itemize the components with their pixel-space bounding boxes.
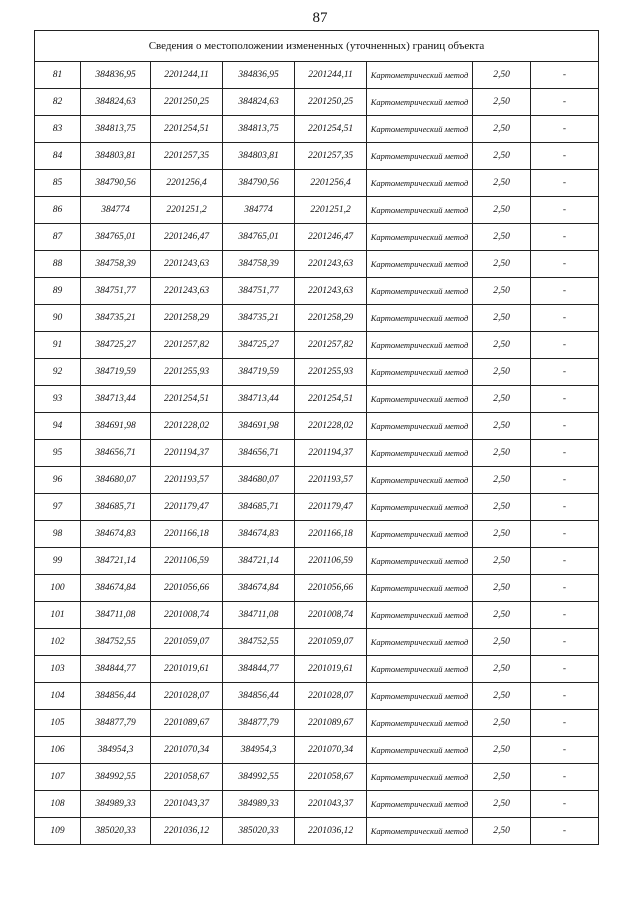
existing-y-cell: 2201244,11 (151, 62, 223, 89)
new-y-cell: 2201070,34 (295, 737, 367, 764)
method-cell: Картометрический метод (367, 818, 473, 845)
new-y-cell: 2201166,18 (295, 521, 367, 548)
coordinates-table (34, 30, 599, 845)
description-cell: - (531, 494, 599, 521)
new-y-cell: 2201193,57 (295, 467, 367, 494)
existing-y-cell: 2201179,47 (151, 494, 223, 521)
method-cell: Картометрический метод (367, 413, 473, 440)
new-x-cell: 384685,71 (223, 494, 295, 521)
accuracy-cell: 2,50 (473, 818, 531, 845)
point-number-cell: 107 (35, 764, 81, 791)
table-row (35, 764, 599, 791)
new-y-cell: 2201036,12 (295, 818, 367, 845)
new-x-cell: 384992,55 (223, 764, 295, 791)
accuracy-cell: 2,50 (473, 791, 531, 818)
existing-y-cell: 2201254,51 (151, 386, 223, 413)
table-row (35, 359, 599, 386)
accuracy-cell: 2,50 (473, 116, 531, 143)
table-row (35, 656, 599, 683)
new-x-cell: 384751,77 (223, 278, 295, 305)
method-cell: Картометрический метод (367, 278, 473, 305)
new-x-cell: 384836,95 (223, 62, 295, 89)
existing-x-cell: 384713,44 (81, 386, 151, 413)
point-number-cell: 104 (35, 683, 81, 710)
point-number-cell: 86 (35, 197, 81, 224)
existing-y-cell: 2201258,29 (151, 305, 223, 332)
point-number-cell: 92 (35, 359, 81, 386)
accuracy-cell: 2,50 (473, 683, 531, 710)
new-y-cell: 2201059,07 (295, 629, 367, 656)
description-cell: - (531, 89, 599, 116)
new-y-cell: 2201257,82 (295, 332, 367, 359)
existing-y-cell: 2201058,67 (151, 764, 223, 791)
new-y-cell: 2201179,47 (295, 494, 367, 521)
existing-x-cell: 384711,08 (81, 602, 151, 629)
accuracy-cell: 2,50 (473, 332, 531, 359)
description-cell: - (531, 737, 599, 764)
point-number-cell: 108 (35, 791, 81, 818)
description-cell: - (531, 629, 599, 656)
description-cell: - (531, 710, 599, 737)
table-row (35, 791, 599, 818)
existing-x-cell: 384954,3 (81, 737, 151, 764)
description-cell: - (531, 413, 599, 440)
new-y-cell: 2201028,07 (295, 683, 367, 710)
description-cell: - (531, 332, 599, 359)
table-row (35, 467, 599, 494)
existing-x-cell: 384803,81 (81, 143, 151, 170)
table-row (35, 521, 599, 548)
method-cell: Картометрический метод (367, 359, 473, 386)
method-cell: Картометрический метод (367, 305, 473, 332)
table-row (35, 413, 599, 440)
description-cell: - (531, 467, 599, 494)
method-cell: Картометрический метод (367, 575, 473, 602)
new-y-cell: 2201008,74 (295, 602, 367, 629)
existing-x-cell: 384752,55 (81, 629, 151, 656)
existing-x-cell: 384735,21 (81, 305, 151, 332)
method-cell: Картометрический метод (367, 521, 473, 548)
description-cell: - (531, 170, 599, 197)
point-number-cell: 99 (35, 548, 81, 575)
accuracy-cell: 2,50 (473, 602, 531, 629)
existing-x-cell: 384856,44 (81, 683, 151, 710)
new-y-cell: 2201243,63 (295, 278, 367, 305)
table-row (35, 386, 599, 413)
existing-x-cell: 384751,77 (81, 278, 151, 305)
table-row (35, 197, 599, 224)
new-y-cell: 2201243,63 (295, 251, 367, 278)
new-x-cell: 384721,14 (223, 548, 295, 575)
new-x-cell: 384790,56 (223, 170, 295, 197)
point-number-cell: 98 (35, 521, 81, 548)
existing-x-cell: 385020,33 (81, 818, 151, 845)
new-x-cell: 384765,01 (223, 224, 295, 251)
accuracy-cell: 2,50 (473, 197, 531, 224)
new-x-cell: 384752,55 (223, 629, 295, 656)
new-x-cell: 384725,27 (223, 332, 295, 359)
point-number-cell: 94 (35, 413, 81, 440)
existing-y-cell: 2201166,18 (151, 521, 223, 548)
existing-x-cell: 384877,79 (81, 710, 151, 737)
existing-y-cell: 2201194,37 (151, 440, 223, 467)
method-cell: Картометрический метод (367, 143, 473, 170)
existing-x-cell: 384721,14 (81, 548, 151, 575)
point-number-cell: 91 (35, 332, 81, 359)
new-x-cell: 384691,98 (223, 413, 295, 440)
description-cell: - (531, 791, 599, 818)
existing-y-cell: 2201246,47 (151, 224, 223, 251)
new-x-cell: 384844,77 (223, 656, 295, 683)
method-cell: Картометрический метод (367, 224, 473, 251)
existing-x-cell: 384992,55 (81, 764, 151, 791)
table-row (35, 251, 599, 278)
new-x-cell: 384877,79 (223, 710, 295, 737)
description-cell: - (531, 683, 599, 710)
new-y-cell: 2201106,59 (295, 548, 367, 575)
new-x-cell: 384856,44 (223, 683, 295, 710)
new-y-cell: 2201256,4 (295, 170, 367, 197)
point-number-cell: 102 (35, 629, 81, 656)
existing-x-cell: 384656,71 (81, 440, 151, 467)
new-y-cell: 2201089,67 (295, 710, 367, 737)
table-row (35, 224, 599, 251)
description-cell: - (531, 251, 599, 278)
table-row (35, 629, 599, 656)
method-cell: Картометрический метод (367, 386, 473, 413)
table-row (35, 818, 599, 845)
existing-x-cell: 384674,83 (81, 521, 151, 548)
point-number-cell: 97 (35, 494, 81, 521)
point-number-cell: 95 (35, 440, 81, 467)
accuracy-cell: 2,50 (473, 62, 531, 89)
accuracy-cell: 2,50 (473, 521, 531, 548)
new-y-cell: 2201194,37 (295, 440, 367, 467)
method-cell: Картометрический метод (367, 710, 473, 737)
description-cell: - (531, 386, 599, 413)
existing-y-cell: 2201036,12 (151, 818, 223, 845)
method-cell: Картометрический метод (367, 332, 473, 359)
description-cell: - (531, 62, 599, 89)
accuracy-cell: 2,50 (473, 305, 531, 332)
existing-y-cell: 2201257,35 (151, 143, 223, 170)
existing-x-cell: 384774 (81, 197, 151, 224)
existing-x-cell: 384989,33 (81, 791, 151, 818)
existing-y-cell: 2201228,02 (151, 413, 223, 440)
table-row (35, 116, 599, 143)
existing-y-cell: 2201243,63 (151, 251, 223, 278)
table-row (35, 683, 599, 710)
point-number-cell: 82 (35, 89, 81, 116)
accuracy-cell: 2,50 (473, 170, 531, 197)
table-row (35, 602, 599, 629)
method-cell: Картометрический метод (367, 494, 473, 521)
description-cell: - (531, 764, 599, 791)
description-cell: - (531, 602, 599, 629)
new-y-cell: 2201228,02 (295, 413, 367, 440)
new-x-cell: 384803,81 (223, 143, 295, 170)
existing-y-cell: 2201019,61 (151, 656, 223, 683)
new-x-cell: 384824,63 (223, 89, 295, 116)
accuracy-cell: 2,50 (473, 764, 531, 791)
new-x-cell: 384954,3 (223, 737, 295, 764)
accuracy-cell: 2,50 (473, 143, 531, 170)
description-cell: - (531, 521, 599, 548)
accuracy-cell: 2,50 (473, 656, 531, 683)
existing-x-cell: 384685,71 (81, 494, 151, 521)
point-number-cell: 109 (35, 818, 81, 845)
description-cell: - (531, 656, 599, 683)
new-x-cell: 384656,71 (223, 440, 295, 467)
method-cell: Картометрический метод (367, 251, 473, 278)
accuracy-cell: 2,50 (473, 548, 531, 575)
point-number-cell: 106 (35, 737, 81, 764)
existing-y-cell: 2201043,37 (151, 791, 223, 818)
point-number-cell: 85 (35, 170, 81, 197)
new-y-cell: 2201254,51 (295, 386, 367, 413)
existing-x-cell: 384790,56 (81, 170, 151, 197)
new-x-cell: 384711,08 (223, 602, 295, 629)
new-x-cell: 384719,59 (223, 359, 295, 386)
table-row (35, 143, 599, 170)
accuracy-cell: 2,50 (473, 224, 531, 251)
existing-x-cell: 384813,75 (81, 116, 151, 143)
page-number: 87 (312, 10, 328, 26)
new-x-cell: 384674,83 (223, 521, 295, 548)
table-row (35, 575, 599, 602)
new-x-cell: 384774 (223, 197, 295, 224)
new-y-cell: 2201250,25 (295, 89, 367, 116)
existing-y-cell: 2201059,07 (151, 629, 223, 656)
method-cell: Картометрический метод (367, 440, 473, 467)
description-cell: - (531, 440, 599, 467)
new-y-cell: 2201058,67 (295, 764, 367, 791)
accuracy-cell: 2,50 (473, 89, 531, 116)
new-y-cell: 2201254,51 (295, 116, 367, 143)
point-number-cell: 105 (35, 710, 81, 737)
description-cell: - (531, 116, 599, 143)
existing-y-cell: 2201254,51 (151, 116, 223, 143)
existing-x-cell: 384719,59 (81, 359, 151, 386)
new-y-cell: 2201244,11 (295, 62, 367, 89)
existing-y-cell: 2201256,4 (151, 170, 223, 197)
accuracy-cell: 2,50 (473, 440, 531, 467)
table-body (35, 31, 599, 845)
description-cell: - (531, 575, 599, 602)
method-cell: Картометрический метод (367, 791, 473, 818)
accuracy-cell: 2,50 (473, 575, 531, 602)
description-cell: - (531, 818, 599, 845)
existing-x-cell: 384824,63 (81, 89, 151, 116)
accuracy-cell: 2,50 (473, 386, 531, 413)
existing-y-cell: 2201070,34 (151, 737, 223, 764)
method-cell: Картометрический метод (367, 467, 473, 494)
new-x-cell: 385020,33 (223, 818, 295, 845)
accuracy-cell: 2,50 (473, 251, 531, 278)
point-number-cell: 83 (35, 116, 81, 143)
accuracy-cell: 2,50 (473, 278, 531, 305)
new-x-cell: 384758,39 (223, 251, 295, 278)
table-row (35, 62, 599, 89)
existing-y-cell: 2201193,57 (151, 467, 223, 494)
existing-y-cell: 2201089,67 (151, 710, 223, 737)
method-cell: Картометрический метод (367, 656, 473, 683)
existing-x-cell: 384680,07 (81, 467, 151, 494)
new-y-cell: 2201258,29 (295, 305, 367, 332)
method-cell: Картометрический метод (367, 764, 473, 791)
existing-x-cell: 384725,27 (81, 332, 151, 359)
new-y-cell: 2201251,2 (295, 197, 367, 224)
accuracy-cell: 2,50 (473, 359, 531, 386)
new-y-cell: 2201257,35 (295, 143, 367, 170)
new-x-cell: 384813,75 (223, 116, 295, 143)
accuracy-cell: 2,50 (473, 737, 531, 764)
existing-y-cell: 2201257,82 (151, 332, 223, 359)
method-cell: Картометрический метод (367, 62, 473, 89)
description-cell: - (531, 278, 599, 305)
point-number-cell: 93 (35, 386, 81, 413)
table-row (35, 494, 599, 521)
table-row (35, 89, 599, 116)
method-cell: Картометрический метод (367, 683, 473, 710)
point-number-cell: 101 (35, 602, 81, 629)
table-row (35, 710, 599, 737)
existing-y-cell: 2201106,59 (151, 548, 223, 575)
table-row (35, 278, 599, 305)
point-number-cell: 89 (35, 278, 81, 305)
existing-x-cell: 384836,95 (81, 62, 151, 89)
new-y-cell: 2201043,37 (295, 791, 367, 818)
point-number-cell: 90 (35, 305, 81, 332)
description-cell: - (531, 548, 599, 575)
accuracy-cell: 2,50 (473, 467, 531, 494)
new-y-cell: 2201255,93 (295, 359, 367, 386)
point-number-cell: 84 (35, 143, 81, 170)
existing-y-cell: 2201028,07 (151, 683, 223, 710)
table-row (35, 548, 599, 575)
method-cell: Картометрический метод (367, 89, 473, 116)
existing-y-cell: 2201243,63 (151, 278, 223, 305)
new-x-cell: 384735,21 (223, 305, 295, 332)
description-cell: - (531, 359, 599, 386)
table-title-row (35, 31, 599, 62)
new-x-cell: 384989,33 (223, 791, 295, 818)
existing-y-cell: 2201056,66 (151, 575, 223, 602)
accuracy-cell: 2,50 (473, 629, 531, 656)
existing-x-cell: 384765,01 (81, 224, 151, 251)
accuracy-cell: 2,50 (473, 494, 531, 521)
description-cell: - (531, 197, 599, 224)
method-cell: Картометрический метод (367, 197, 473, 224)
point-number-cell: 87 (35, 224, 81, 251)
existing-x-cell: 384674,84 (81, 575, 151, 602)
existing-x-cell: 384691,98 (81, 413, 151, 440)
point-number-cell: 100 (35, 575, 81, 602)
new-x-cell: 384713,44 (223, 386, 295, 413)
point-number-cell: 103 (35, 656, 81, 683)
new-y-cell: 2201056,66 (295, 575, 367, 602)
method-cell: Картометрический метод (367, 602, 473, 629)
description-cell: - (531, 224, 599, 251)
table-row (35, 332, 599, 359)
method-cell: Картометрический метод (367, 116, 473, 143)
method-cell: Картометрический метод (367, 737, 473, 764)
method-cell: Картометрический метод (367, 170, 473, 197)
table-row (35, 737, 599, 764)
existing-x-cell: 384844,77 (81, 656, 151, 683)
new-y-cell: 2201246,47 (295, 224, 367, 251)
accuracy-cell: 2,50 (473, 710, 531, 737)
method-cell: Картометрический метод (367, 548, 473, 575)
description-cell: - (531, 143, 599, 170)
description-cell: - (531, 305, 599, 332)
existing-y-cell: 2201250,25 (151, 89, 223, 116)
method-cell: Картометрический метод (367, 629, 473, 656)
table-row (35, 305, 599, 332)
existing-y-cell: 2201251,2 (151, 197, 223, 224)
existing-x-cell: 384758,39 (81, 251, 151, 278)
table-title: Сведения о местоположении измененных (уточненных) границ объекта (35, 31, 599, 62)
table-row (35, 170, 599, 197)
point-number-cell: 88 (35, 251, 81, 278)
point-number-cell: 96 (35, 467, 81, 494)
table-row (35, 440, 599, 467)
point-number-cell: 81 (35, 62, 81, 89)
new-y-cell: 2201019,61 (295, 656, 367, 683)
existing-y-cell: 2201255,93 (151, 359, 223, 386)
new-x-cell: 384680,07 (223, 467, 295, 494)
accuracy-cell: 2,50 (473, 413, 531, 440)
new-x-cell: 384674,84 (223, 575, 295, 602)
existing-y-cell: 2201008,74 (151, 602, 223, 629)
